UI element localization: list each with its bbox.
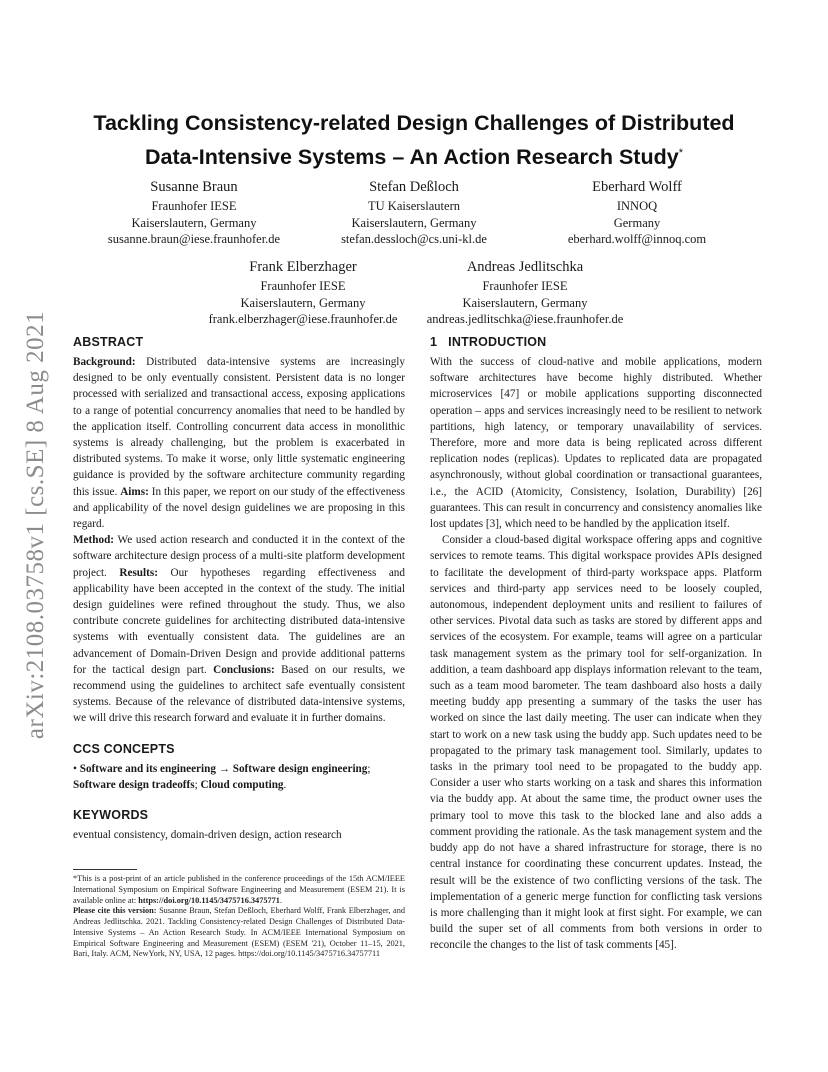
results-text: Our hypotheses regarding effectiveness and applicability have been accepted in the context of the study. The initial design guidelines were refined throughout the study. Thus, we also contribute concrete guidelines for architecting distributed data-intensive systems with eventually consistent data. The guidelines are an advancement of Domain-Driven Design and provide additional patterns for the tactical design part.: [73, 566, 405, 676]
cite-label: Please cite this version:: [73, 906, 157, 916]
title-footnote-mark: *: [678, 147, 683, 159]
method-text: We used action research and conducted it in the context of the software architecture design process of a multi-site platform development project.: [73, 534, 405, 579]
conclusions-text: Based on our results, we recommend using the guidelines to architect safe eventually consistent systems. Because of the relevance of distributed data-intensive systems, we will drive this research forward and evaluate it in further domains.: [73, 663, 405, 725]
author-email[interactable]: susanne.braun@iese.fraunhofer.de: [107, 232, 281, 246]
author-email[interactable]: frank.elberzhager@iese.fraunhofer.de: [208, 312, 398, 326]
arxiv-identifier: arXiv:2108.03758v1 [cs.SE] 8 Aug 2021: [22, 310, 50, 740]
abstract-heading: ABSTRACT: [73, 335, 144, 349]
aims-label: Aims:: [120, 485, 149, 498]
author-location: Kaiserslautern, Germany: [131, 215, 257, 230]
method-label: Method:: [73, 534, 115, 547]
conclusions-label: Conclusions:: [213, 663, 275, 676]
right-column: [430, 334, 762, 954]
author-email[interactable]: andreas.jedlitschka@iese.fraunhofer.de: [426, 312, 624, 326]
author-name: Frank Elberzhager: [249, 259, 357, 275]
author-name: Susanne Braun: [150, 179, 238, 195]
arxiv-stamp: [16, 290, 56, 760]
footnote-divider: [73, 869, 137, 870]
intro-paragraph: Consider a cloud-based digital workspace offering apps and cognitive services to remote teams. This digital workspace provides APIs designed to facilitate the development of third-party workspace apps. Platform services and third-party app services need to be loosely coupled, autonomous, independent deployment units and resilient to failures of other services. Pivotal data such as tasks are stored by different apps and services of the ecosystem. For example, teams will agree on a particular task management system as the primary tool for self-organization. In addition, a team dashboard app displays information relevant to the team, such as a team mood barometer. The team dashboard also hosts a daily meeting buddy app presenting a summary of the tasks the user has worked on since the last daily meeting. The user can indicate when they start to work on a new task using the buddy app. Such updates need to be propagated to the primary task management tool. Similarly, updates to tasks in the primary tool need to be propagated to the buddy app. Consider a user who starts working on a task and shares this information via the buddy app. At about the same time, the product owner uses the primary tool to move this task to the blocked lane and also adds a comment providing the rationale. As the task management system and the buddy app do not have a shared infrastructure for storage, there is no central instance for coordinating these concurrent updates. Instead, the result will be the existence of two conflicting versions of the task. The implementation of a generic merge function for conflicting task versions is more challenging than it might look at first sight. For example, we can build the super set of all comments from both versions in order to reconcile the changes to the list of task comments [45].: [430, 534, 762, 952]
author-location: Kaiserslautern, Germany: [240, 295, 366, 310]
ccs-concept: Software design tradeoffs: [73, 778, 195, 791]
author-block: [193, 258, 413, 328]
title-line-2: Data-Intensive Systems – An Action Research Study*: [145, 145, 683, 170]
intro-paragraph: With the success of cloud-native and mobile applications, modern software architectures have become highly distributed. Whether microservices [47] or mobile applications supporting disconnected operation – apps and services increasingly need to be resilient to network partitions, high latency, or temporary unavailability of services. Therefore, more and more data is being replicated across different replication nodes (replicas). Updates to replicated data are propagated asynchronously, without global coordination or transactional guarantees, i.e., the ACID (Atomicity, Consistency, Isolation, Durability) [26] guarantees. This can result in concurrency and consistency anomalies like lost updates [3], which need to be handled by the application itself.: [430, 356, 762, 531]
author-affiliation: Fraunhofer IESE: [151, 199, 237, 213]
left-column: [73, 334, 405, 960]
introduction-heading: 1 INTRODUCTION: [430, 335, 547, 349]
author-affiliation: Fraunhofer IESE: [482, 279, 568, 293]
author-affiliation: Fraunhofer IESE: [260, 279, 346, 293]
author-name: Stefan Deßloch: [369, 179, 459, 195]
footnote-block: [73, 869, 405, 960]
author-block: [84, 178, 304, 248]
background-text: Distributed data-intensive systems are increasingly designed to be only eventually consistent. Persistent data is no longer processed with serialized and transactional access, exposing applications to a range of potential concurrency anomalies that need to be handled by the application itself. Controlling concurrent data access in monolithic systems is already challenging, but the problem is exacerbated in distributed systems. To make it worse, only little systematic engineering guidance is provided by the software architecture community regarding this issue.: [73, 356, 405, 498]
author-block: [415, 258, 635, 328]
author-location: Kaiserslautern, Germany: [351, 215, 477, 230]
author-name: Eberhard Wolff: [592, 179, 682, 195]
title-line-1: Tackling Consistency-related Design Challenges of Distributed: [93, 111, 735, 135]
author-affiliation: TU Kaiserslautern: [368, 199, 460, 213]
keywords-heading: KEYWORDS: [73, 808, 149, 823]
ccs-concept: Cloud computing: [200, 778, 284, 791]
ccs-concept: Software and its engineering → Software design engineering: [79, 762, 368, 775]
paper-title: [70, 108, 758, 172]
author-email[interactable]: eberhard.wolff@innoq.com: [567, 232, 707, 246]
aims-text: In this paper, we report on our study of the effectiveness and applicability of the novel design guidelines we are proposing in this regard.: [73, 485, 405, 531]
ccs-concepts: • Software and its engineering → Software design engineering; Software design tradeoffs; Cloud computing.: [73, 762, 371, 791]
doi-link[interactable]: https://doi.org/10.1145/3475716.3475771: [138, 895, 280, 905]
author-location: Kaiserslautern, Germany: [462, 295, 588, 310]
author-email[interactable]: stefan.dessloch@cs.uni-kl.de: [341, 232, 487, 246]
ccs-heading: CCS CONCEPTS: [73, 741, 175, 756]
background-label: Background:: [73, 356, 136, 368]
keywords-text: eventual consistency, domain-driven design, action research: [73, 829, 342, 842]
author-name: Andreas Jedlitschka: [466, 259, 584, 275]
results-label: Results:: [119, 566, 158, 579]
abstract-body: [73, 354, 405, 727]
author-block: [527, 178, 747, 248]
author-block: [304, 178, 524, 248]
author-location: Germany: [613, 215, 661, 230]
author-affiliation: INNOQ: [616, 199, 658, 213]
footnote-text: *This is a post-print of an article published in the conference proceedings of the 15th ACM/IEEE International Symposium on Empirical Software Engineering and Measurement (ESEM 21). It is available online at: https://doi.org/10.1145/3475716.3475771. Please cite this version: Susanne Braun, Stefan Deßloch, Eberhard Wolff, Frank Elberzhager, and Andreas Jedlitschka. 2021. Tackling Consistency-related Design Challenges of Distributed Data-Intensive Systems – An Action Research Study. In ACM/IEEE International Symposium on Empirical Software Engineering and Measurement (ESEM) (ESEM '21), October 11–15, 2021, Bari, Italy. ACM, NewYork, NY, USA, 12 pages. https://doi.org/10.1145/3475716.34757711: [73, 874, 405, 959]
